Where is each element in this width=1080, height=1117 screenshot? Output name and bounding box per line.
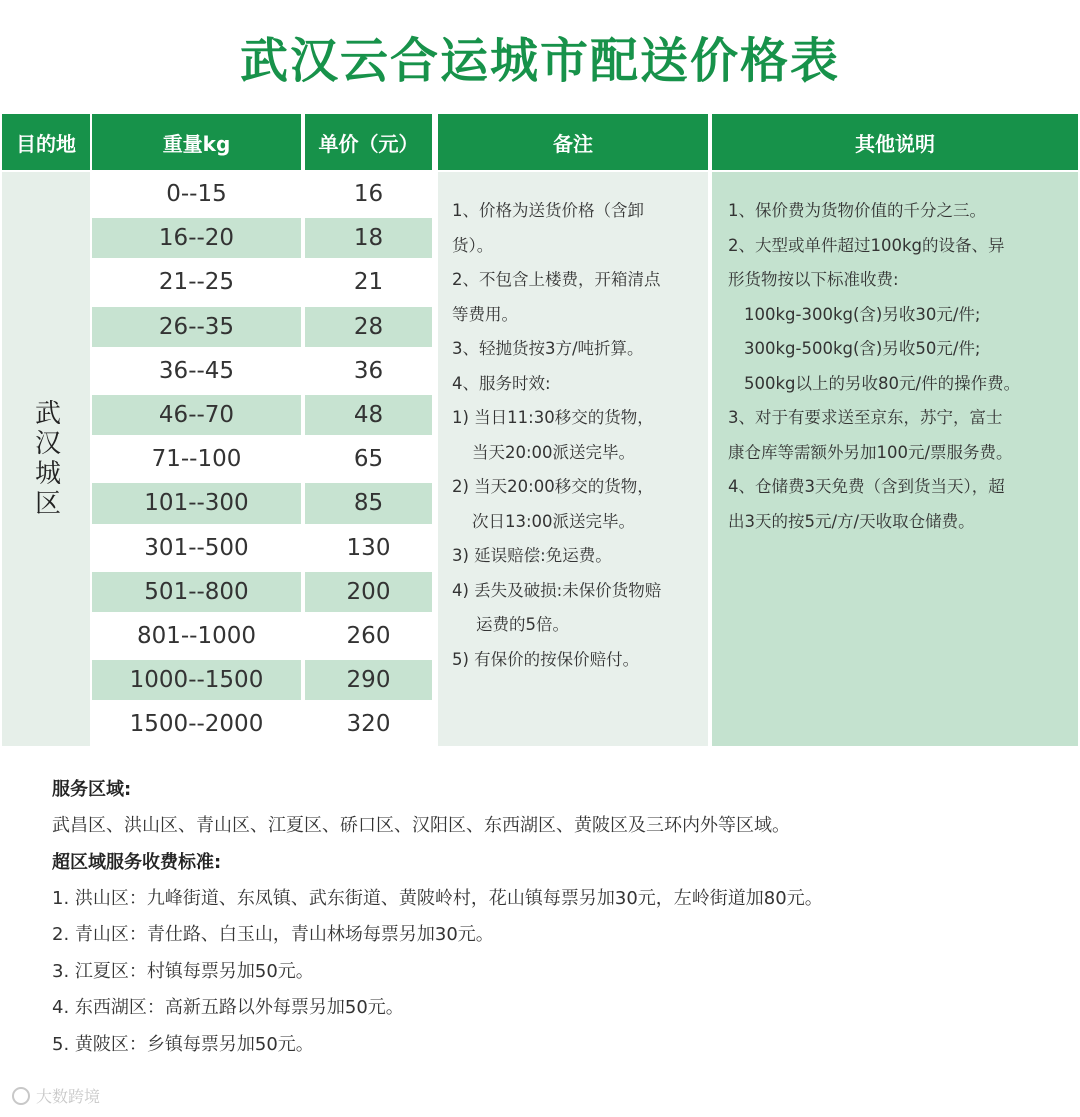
extra-fee-item: 2. 青山区：青仕路、白玉山，青山林场每票另加30元。 bbox=[52, 924, 494, 945]
price-cell: 260 bbox=[346, 622, 391, 649]
watermark-text: 大数跨境 bbox=[36, 1087, 101, 1106]
price-table bbox=[2, 114, 1078, 746]
weight-cell: 301--500 bbox=[144, 534, 249, 561]
header-destination: 目的地 bbox=[2, 114, 90, 170]
price-cell: 21 bbox=[353, 269, 384, 296]
notes-line: 4、服务时效: bbox=[452, 373, 551, 393]
rate-row bbox=[90, 393, 434, 437]
other-line: 1、保价费为货物价值的千分之三。 bbox=[728, 201, 986, 220]
destination-cell bbox=[2, 172, 90, 746]
notes-line: 1、价格为送货价格（含卸 bbox=[452, 201, 644, 220]
rate-row bbox=[90, 481, 434, 525]
rate-row bbox=[90, 570, 434, 614]
notes-line: 2、不包含上楼费，开箱清点 bbox=[452, 270, 661, 289]
weight-cell: 101--300 bbox=[92, 483, 301, 523]
other-line: 2、大型或单件超过100kg的设备、异 bbox=[728, 235, 1005, 255]
watermark bbox=[12, 1084, 100, 1107]
price-cell: 28 bbox=[305, 307, 432, 347]
price-cell: 200 bbox=[305, 572, 432, 612]
rate-row bbox=[90, 437, 434, 481]
rate-row bbox=[90, 614, 434, 658]
other-line: 300kg-500kg(含)另收50元/件; bbox=[744, 339, 981, 358]
other-line: 100kg-300kg(含)另收30元/件; bbox=[744, 304, 981, 324]
watermark-logo-icon bbox=[12, 1087, 30, 1105]
rate-row bbox=[90, 305, 434, 349]
rate-row bbox=[90, 658, 434, 702]
other-cell bbox=[712, 172, 1078, 746]
notes-line: 货）。 bbox=[452, 235, 494, 255]
price-cell: 290 bbox=[305, 660, 432, 700]
weight-cell: 71--100 bbox=[151, 446, 242, 473]
other-line: 3、对于有要求送至京东，苏宁，富士 bbox=[728, 408, 1003, 427]
other-line: 形货物按以下标准收费: bbox=[728, 270, 899, 289]
rate-row bbox=[90, 702, 434, 746]
other-line: 康仓库等需额外另加100元/票服务费。 bbox=[728, 442, 1013, 462]
price-cell: 18 bbox=[305, 218, 432, 258]
extra-fee-item: 3. 江夏区：村镇每票另加50元。 bbox=[52, 960, 314, 982]
notes-line: 5) 有保价的按保价赔付。 bbox=[452, 649, 640, 669]
header-other: 其他说明 bbox=[712, 114, 1078, 170]
service-info bbox=[52, 772, 1062, 1063]
rate-row bbox=[90, 172, 434, 216]
other-line: 4、仓储费3天免费（含到货当天），超 bbox=[728, 477, 1005, 496]
weight-cell: 36--45 bbox=[158, 357, 235, 384]
weight-cell: 0--15 bbox=[166, 181, 227, 208]
weight-cell: 801--1000 bbox=[136, 622, 257, 649]
other-line: 500kg以上的另收80元/件的操作费。 bbox=[744, 373, 1021, 393]
notes-line: 次日13:00派送完毕。 bbox=[472, 511, 636, 531]
page-title: 武汉云合运城市配送价格表 bbox=[239, 33, 840, 89]
weight-cell: 501--800 bbox=[92, 572, 301, 612]
weight-cell: 26--35 bbox=[92, 307, 301, 347]
price-cell: 16 bbox=[353, 181, 384, 208]
rate-row bbox=[90, 526, 434, 570]
header-price: 单价（元） bbox=[305, 114, 432, 170]
extra-fee-item: 5. 黄陂区：乡镇每票另加50元。 bbox=[52, 1033, 314, 1055]
rate-row bbox=[90, 349, 434, 393]
notes-line: 运费的5倍。 bbox=[476, 615, 569, 634]
price-cell: 130 bbox=[346, 534, 391, 561]
service-area-text: 武昌区、洪山区、青山区、江夏区、硚口区、汉阳区、东西湖区、黄陂区及三环内外等区域。 bbox=[52, 815, 790, 836]
weight-cell: 21--25 bbox=[158, 269, 235, 296]
service-area-heading: 服务区域: bbox=[52, 779, 132, 800]
price-cell: 85 bbox=[305, 483, 432, 523]
weight-cell: 1000--1500 bbox=[92, 660, 301, 700]
header-notes: 备注 bbox=[438, 114, 708, 170]
price-cell: 36 bbox=[353, 357, 384, 384]
weight-cell: 1500--2000 bbox=[129, 711, 264, 738]
rate-row bbox=[90, 216, 434, 260]
weight-cell: 16--20 bbox=[92, 218, 301, 258]
notes-line: 2) 当天20:00移交的货物， bbox=[452, 477, 654, 496]
other-line: 出3天的按5元/方/天收取仓储费。 bbox=[728, 511, 975, 531]
price-cell: 320 bbox=[346, 711, 391, 738]
price-cell: 65 bbox=[353, 446, 384, 473]
weight-cell: 46--70 bbox=[92, 395, 301, 435]
extra-fee-item: 1. 洪山区：九峰街道、东凤镇、武东街道、黄陂岭村，花山镇每票另加30元，左岭街道加80元。 bbox=[52, 887, 823, 909]
extra-fee-item: 4. 东西湖区：高新五路以外每票另加50元。 bbox=[52, 997, 404, 1018]
rate-row bbox=[90, 260, 434, 304]
price-cell: 48 bbox=[305, 395, 432, 435]
notes-line: 3) 延误赔偿:免运费。 bbox=[452, 546, 612, 565]
destination-label: 武汉城区 bbox=[30, 399, 61, 519]
notes-cell bbox=[438, 172, 708, 746]
extra-fee-heading: 超区域服务收费标准: bbox=[52, 851, 222, 873]
rate-rows bbox=[90, 172, 434, 746]
notes-line: 4) 丢失及破损:未保价货物赔 bbox=[452, 580, 662, 600]
notes-line: 当天20:00派送完毕。 bbox=[472, 442, 636, 462]
header-weight: 重量kg bbox=[92, 114, 301, 170]
notes-line: 等费用。 bbox=[452, 304, 518, 324]
notes-line: 1) 当日11:30移交的货物， bbox=[452, 408, 654, 427]
notes-line: 3、轻抛货按3方/吨折算。 bbox=[452, 339, 644, 358]
